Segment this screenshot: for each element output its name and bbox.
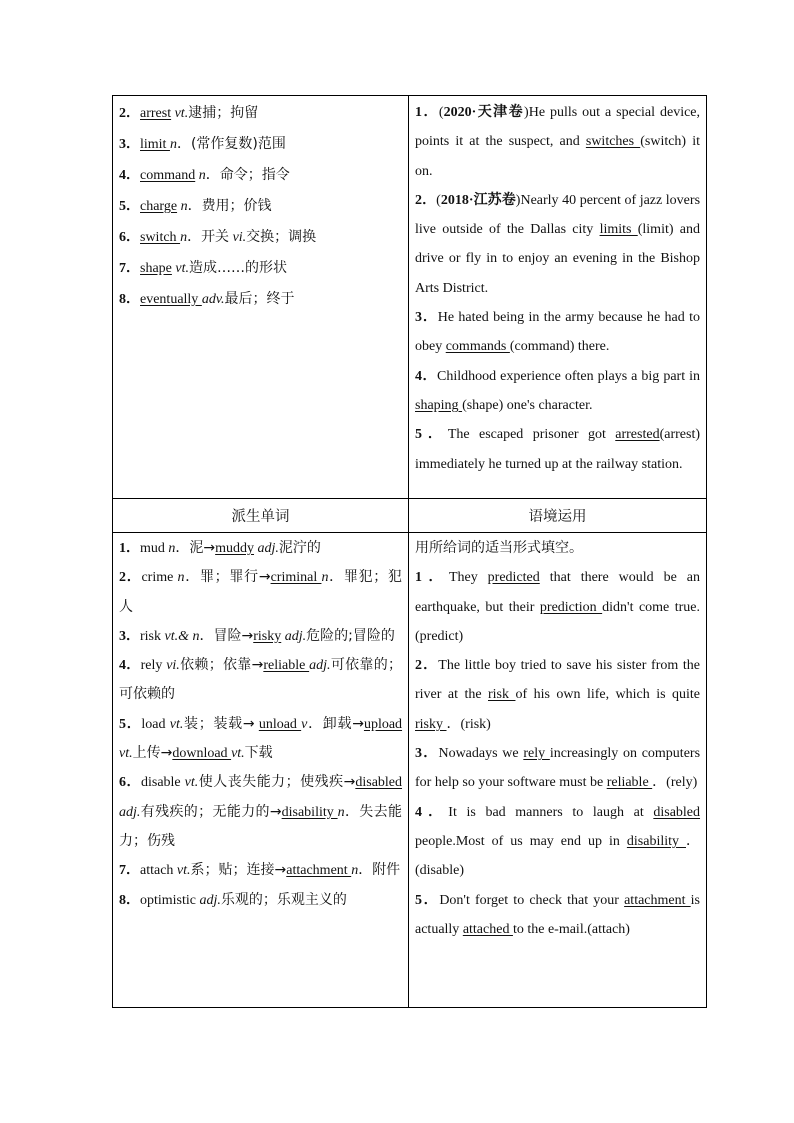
list-item: 4．rely vi.依赖；依靠→reliable adj.可依靠的；可依赖的 xyxy=(119,657,403,703)
exercise-cell xyxy=(409,96,707,499)
derived-words-header: 派生单词 xyxy=(113,499,409,533)
list-item: 2．(2018·江苏卷)Nearly 40 percent of jazz lovers live outside of the Dallas city limits (limit) and drive or fly in to enjoy an evening in the Bishop Arts District. xyxy=(415,192,701,296)
list-item: 4．command n．命令；指令 xyxy=(119,167,290,183)
list-item: 4．Childhood experience often plays a big part in shaping (shape) one's character. xyxy=(415,368,700,413)
list-item: 1．(2020·天津卷)He pulls out a special device, points it at the suspect, and switches (switch) it on. xyxy=(415,105,701,179)
list-item: 7．attach vt.系；贴；连接→attachment n．附件 xyxy=(119,862,401,879)
list-item: 3．He hated being in the army because he had to obey commands (command) there. xyxy=(415,310,701,355)
list-item: 3．Nowadays we rely increasingly on computers for help so your software must be reliable ．(rely) xyxy=(415,746,701,791)
instruction-text: 用所给词的适当形式填空。 xyxy=(415,540,583,556)
list-item: 8．eventually adv.最后；终于 xyxy=(119,291,295,307)
list-item: 5．Don't forget to check that your attachment is actually attached to the e-mail.(attach) xyxy=(415,892,701,937)
list-item: 7．shape vt.造成……的形状 xyxy=(119,260,287,276)
table-row xyxy=(113,96,707,499)
list-item: 8．optimistic adj.乐观的；乐观主义的 xyxy=(119,891,347,908)
list-item: 4．It is bad manners to laugh at disabled people.Most of us may end up in disability ．(disable) xyxy=(415,804,701,879)
list-item: 2．crime n．罪；罪行→criminal n．罪犯；犯人 xyxy=(119,569,403,615)
table-row xyxy=(113,533,707,1008)
table-header-row xyxy=(113,499,707,533)
list-item: 6．switch n．开关 vi.交换；调换 xyxy=(119,229,317,245)
list-item: 3．risk vt.& n．冒险→risky adj.危险的;冒险的 xyxy=(119,627,395,644)
list-item: 5．The escaped prisoner got arrested(arrest) immediately he turned up at the railway station. xyxy=(415,427,700,472)
context-usage-header: 语境运用 xyxy=(409,499,707,533)
list-item: 2．The little boy tried to save his sister from the river at the risk of his own life, which is quite risky ．(risk) xyxy=(415,658,701,732)
list-item: 2．arrest vt.逮捕；拘留 xyxy=(119,105,259,121)
list-item: 5．charge n．费用；价钱 xyxy=(119,198,272,214)
core-words-cell xyxy=(113,96,409,499)
derived-words-cell xyxy=(113,533,409,1008)
vocabulary-table-sheet xyxy=(112,95,701,1010)
list-item: 1．mud n．泥→muddy adj.泥泞的 xyxy=(119,540,321,556)
list-item: 6．disable vt.使人丧失能力；使残疾→disabled adj.有残疾的；无能力的→disability n．失去能力；伤残 xyxy=(119,774,403,849)
list-item: 1．They predicted that there would be an earthquake, but their prediction didn't come true.(predict) xyxy=(415,570,701,644)
list-item: 5．load vt.装；装载→ unload v．卸载→upload vt.上传→download vt.下载 xyxy=(119,715,403,762)
list-item: 3．limit n．(常作复数)范围 xyxy=(119,136,286,152)
context-exercise-cell xyxy=(409,533,707,1008)
vocabulary-table xyxy=(112,95,707,1008)
